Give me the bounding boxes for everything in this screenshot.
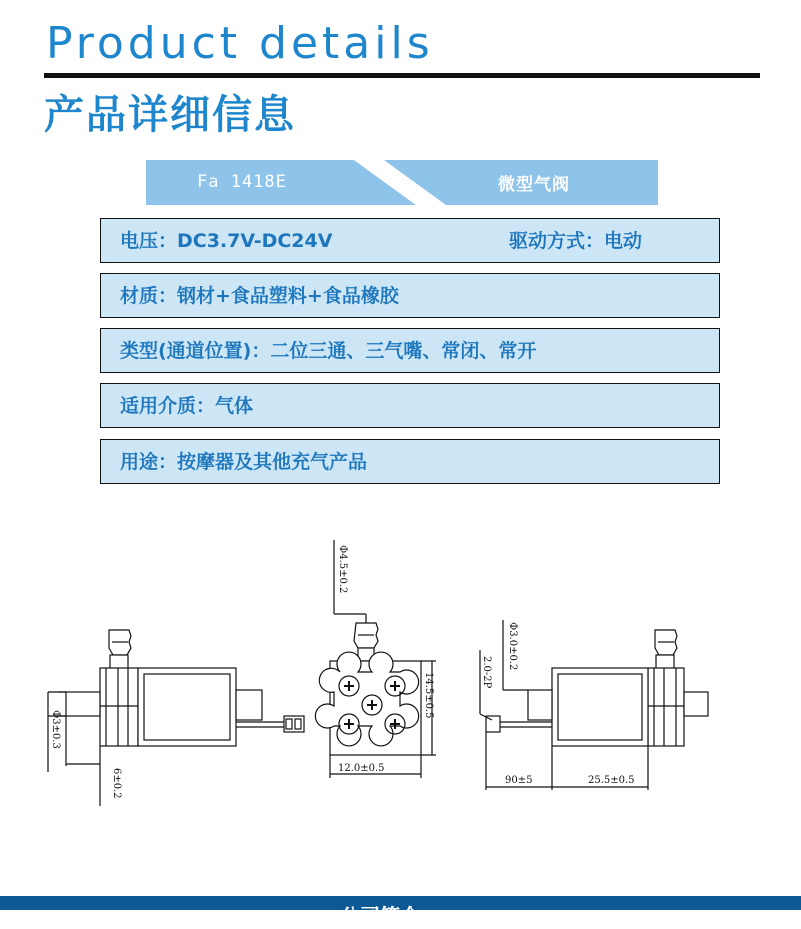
spec-row-voltage — [100, 218, 720, 263]
spec-type: 类型(通道位置)：二位三通、三气嘴、常闭、常开 — [120, 340, 537, 362]
spec-row-material — [100, 273, 720, 318]
spec-voltage: 电压：DC3.7V-DC24V — [120, 230, 333, 252]
page-title-en: Product details — [46, 18, 434, 69]
title-divider — [44, 73, 760, 78]
dim-body-length: 25.5±0.5 — [588, 775, 635, 786]
spec-medium: 适用介质：气体 — [120, 395, 254, 417]
product-type: 微型气阀 — [498, 175, 570, 195]
footer-bar — [0, 896, 801, 928]
technical-drawing — [0, 530, 801, 820]
spec-row-usage — [100, 439, 720, 484]
side-view-left — [48, 630, 304, 806]
dim-length-6: 6±0.2 — [111, 768, 122, 799]
spec-row-type — [100, 328, 720, 373]
spec-drive: 驱动方式：电动 — [509, 230, 643, 252]
footer-title: 公司简介 — [340, 904, 420, 928]
dim-inlet-top: Φ4.5±0.2 — [337, 545, 348, 594]
dim-connector: 2.0-2P — [481, 656, 492, 689]
side-view-right — [480, 620, 708, 790]
spec-material: 材质：钢材+食品塑料+食品橡胶 — [120, 285, 399, 307]
spec-usage: 用途：按摩器及其他充气产品 — [120, 451, 368, 473]
page-title-cn: 产品详细信息 — [44, 92, 296, 138]
dim-outlet-right: Φ3.0±0.2 — [507, 622, 518, 671]
dim-width: 12.0±0.5 — [338, 763, 385, 774]
dim-lead-length: 90±5 — [505, 775, 533, 786]
spec-row-medium — [100, 383, 720, 428]
dim-outlet-left: Φ3±0.3 — [50, 710, 61, 749]
end-view-middle — [315, 540, 436, 778]
dim-height: 14.5±0.5 — [423, 672, 434, 719]
model-number: Fa 1418E — [197, 172, 287, 192]
